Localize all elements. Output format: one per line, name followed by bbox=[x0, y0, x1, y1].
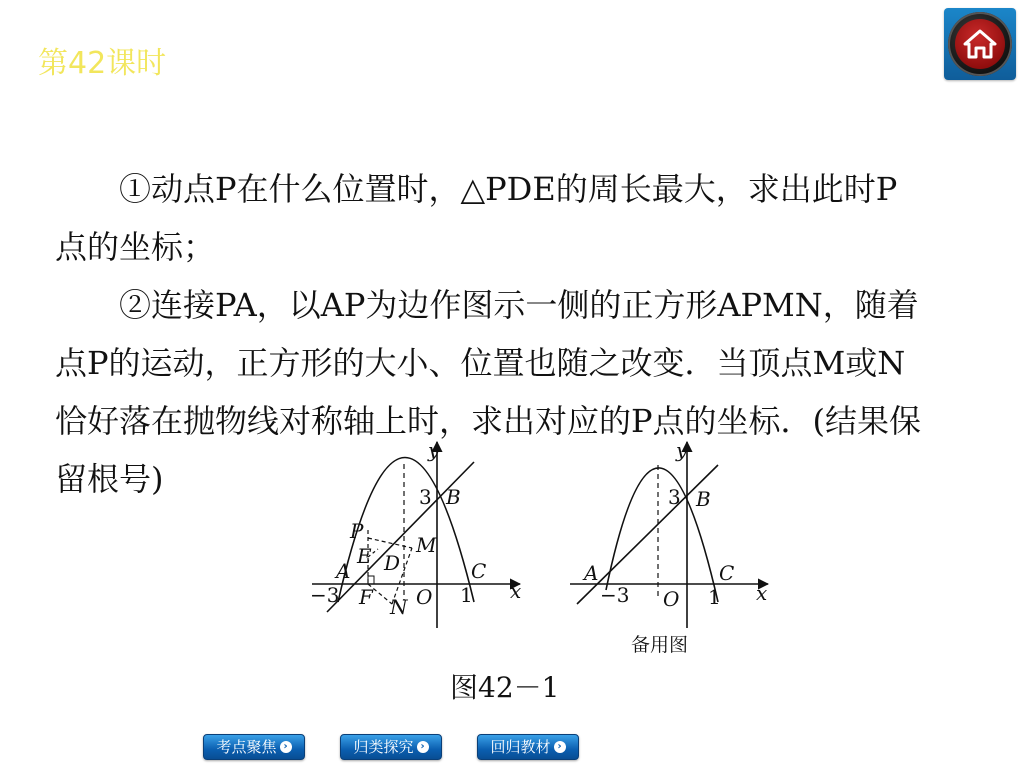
question-2-line-1: ②连接PA，以AP为边作图示一侧的正方形APMN，随着 bbox=[119, 286, 919, 324]
lesson-title: 第42课时 bbox=[38, 46, 167, 81]
right-label-B: B bbox=[696, 487, 711, 511]
left-label-A: A bbox=[336, 559, 351, 583]
nav-button-label: 考点聚焦 bbox=[216, 738, 277, 756]
left-label-F: F bbox=[359, 585, 373, 609]
left-label-neg3: −3 bbox=[310, 583, 340, 607]
question-1-line-2: 点的坐标； bbox=[55, 228, 216, 266]
question-2-line-4: 留根号) bbox=[55, 460, 164, 498]
left-label-P: P bbox=[350, 519, 364, 543]
geometry-figures bbox=[300, 432, 780, 662]
nav-button-exam-focus[interactable] bbox=[203, 734, 305, 760]
question-1-line-1: ①动点P在什么位置时，△PDE的周长最大，求出此时P bbox=[119, 170, 898, 208]
chevron-right-icon: › bbox=[417, 741, 429, 753]
right-label-1: 1 bbox=[708, 585, 721, 609]
nav-button-label: 回归教材 bbox=[490, 738, 551, 756]
chevron-right-icon: › bbox=[280, 741, 292, 753]
chevron-right-icon: › bbox=[554, 741, 566, 753]
right-x-axis-label: x bbox=[756, 581, 768, 605]
figure-caption: 图42－1 bbox=[450, 671, 560, 704]
left-label-1: 1 bbox=[460, 583, 473, 607]
right-y-axis-label: y bbox=[676, 438, 688, 462]
left-label-O: O bbox=[416, 585, 433, 609]
left-label-C: C bbox=[471, 559, 487, 583]
left-label-B: B bbox=[446, 485, 461, 509]
left-label-N: N bbox=[390, 595, 408, 619]
right-label-3: 3 bbox=[668, 485, 681, 509]
spare-figure-caption: 备用图 bbox=[631, 634, 689, 656]
right-label-O: O bbox=[663, 587, 680, 611]
right-label-neg3: −3 bbox=[600, 583, 630, 607]
right-label-C: C bbox=[719, 561, 735, 585]
left-x-axis-label: x bbox=[510, 579, 522, 603]
left-label-3: 3 bbox=[419, 485, 432, 509]
nav-button-category-explore[interactable] bbox=[340, 734, 442, 760]
nav-button-back-to-textbook[interactable] bbox=[477, 734, 579, 760]
home-button[interactable] bbox=[944, 8, 1016, 80]
left-label-D: D bbox=[384, 551, 401, 575]
home-icon bbox=[963, 29, 997, 59]
question-2-line-3: 恰好落在抛物线对称轴上时，求出对应的P点的坐标．(结果保 bbox=[55, 402, 922, 440]
question-2-line-2: 点P的运动，正方形的大小、位置也随之改变．当顶点M或N bbox=[55, 344, 906, 382]
nav-button-label: 归类探究 bbox=[353, 738, 414, 756]
left-y-axis-label: y bbox=[428, 438, 440, 462]
right-label-A: A bbox=[584, 561, 599, 585]
left-label-E: E bbox=[357, 544, 372, 568]
left-label-M: M bbox=[416, 533, 437, 557]
